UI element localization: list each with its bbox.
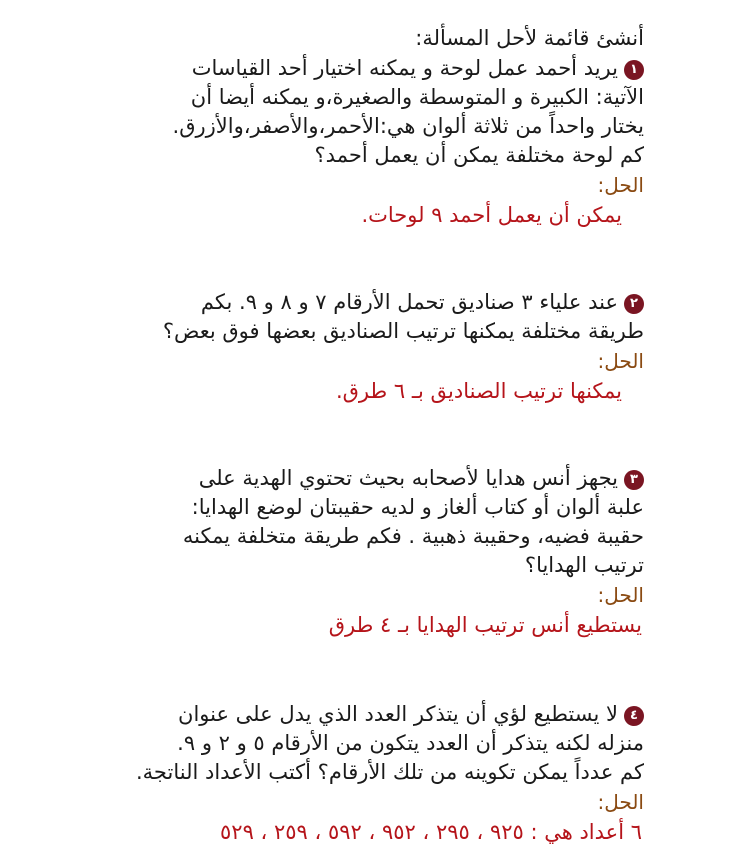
- solution-label: الحل:: [597, 583, 644, 607]
- problem-3-line-4: ترتيب الهدايا؟: [524, 553, 644, 577]
- problem-2-text: [84, 288, 644, 346]
- problem-1-answer: يمكن أن يعمل أحمد ٩ لوحات.: [361, 203, 622, 227]
- problem-number-badge: ١: [624, 60, 644, 80]
- problem-3-answer: يستطيع أنس ترتيب الهدايا بـ ٤ طرق: [328, 613, 642, 637]
- problem-number-badge: ٢: [624, 294, 644, 314]
- problem-4-line-2: منزله لكنه يتذكر أن العدد يتكون من الأرقام ٥ و ٢ و ٩.: [177, 731, 644, 755]
- problem-3-line-1: [84, 464, 644, 493]
- worksheet: [84, 22, 644, 847]
- problem-1-line-4: كم لوحة مختلفة يمكن أن يعمل أحمد؟: [314, 143, 644, 167]
- problem-3: [84, 464, 644, 640]
- problem-number-badge: ٣: [624, 470, 644, 490]
- problem-4-answer: ٦ أعداد هي : ٩٢٥ ، ٢٩٥ ، ٩٥٢ ، ٥٩٢ ، ٢٥٩ ، ٥٢٩: [220, 820, 642, 844]
- solution-label: الحل:: [597, 790, 644, 814]
- problem-number-badge: ٤: [624, 706, 644, 726]
- problem-4-line-1: [84, 700, 644, 729]
- solution-label: الحل:: [597, 349, 644, 373]
- problem-2-answer: يمكنها ترتيب الصناديق بـ ٦ طرق.: [335, 379, 622, 403]
- problem-3-line-1-text: يجهز أنس هدايا لأصحابه بحيث تحتوي الهدية على: [198, 466, 618, 490]
- problem-4-text: [84, 700, 644, 787]
- problem-2-line-1: [84, 288, 644, 317]
- problem-2: [84, 288, 644, 406]
- problem-1-text: [84, 54, 644, 170]
- problem-1-line-2: الآتية: الكبيرة و المتوسطة والصغيرة،و يمكنه أيضا أن: [190, 85, 644, 109]
- problem-3-text: [84, 464, 644, 580]
- problem-4-line-3: كم عدداً يمكن تكوينه من تلك الأرقام؟ أكتب الأعداد الناتجة.: [136, 760, 644, 784]
- problem-4: [84, 700, 644, 847]
- solution-label: الحل:: [597, 173, 644, 197]
- problem-3-line-2: علبة ألوان أو كتاب ألغاز و لديه حقيبتان لوضع الهدايا:: [191, 495, 644, 519]
- problem-3-line-3: حقيبة فضيه، وحقيبة ذهبية . فكم طريقة متخلفة يمكنه: [182, 524, 644, 548]
- problem-1-line-1: [84, 54, 644, 83]
- problem-1-line-3: يختار واحداً من ثلاثة ألوان هي:الأحمر،والأصفر،والأزرق.: [172, 114, 644, 138]
- problem-1: [84, 54, 644, 230]
- worksheet-heading: أنشئ قائمة لأحل المسألة:: [415, 26, 644, 50]
- problem-2-line-2: طريقة مختلفة يمكنها ترتيب الصناديق بعضها فوق بعض؟: [162, 319, 644, 343]
- problem-4-line-1-text: لا يستطيع لؤي أن يتذكر العدد الذي يدل على عنوان: [178, 702, 618, 726]
- problem-2-line-1-text: عند علياء ٣ صناديق تحمل الأرقام ٧ و ٨ و ٩. بكم: [200, 290, 618, 314]
- problem-1-line-1-text: يريد أحمد عمل لوحة و يمكنه اختيار أحد القياسات: [191, 56, 618, 80]
